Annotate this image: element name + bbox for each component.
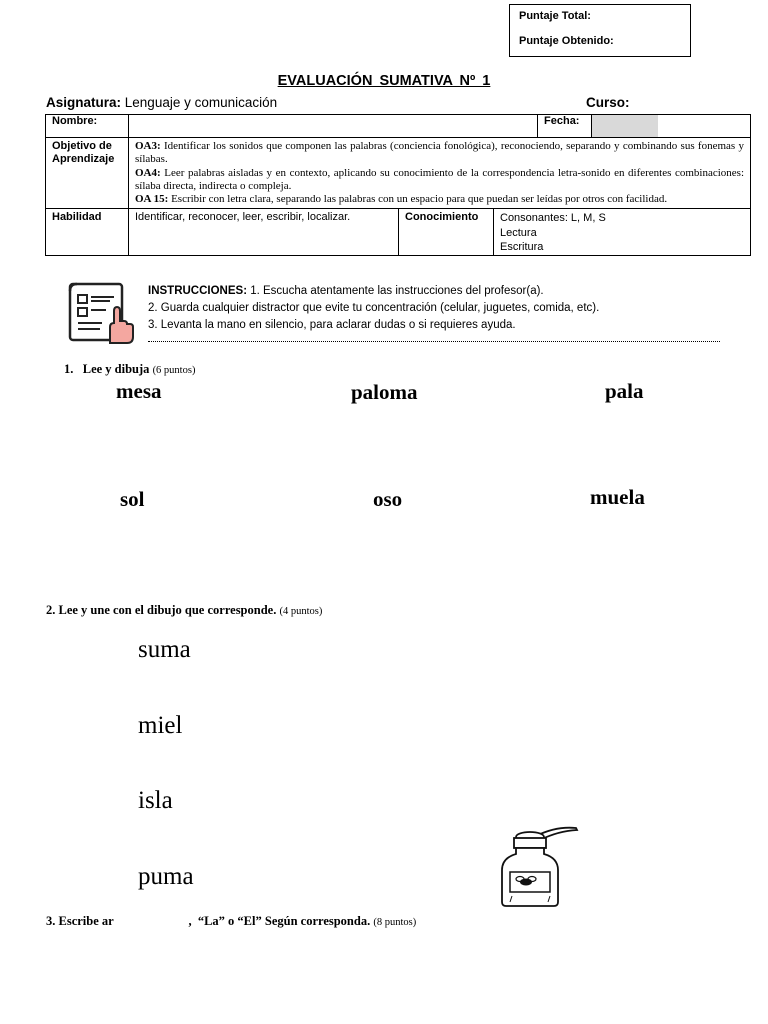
word-isla: isla — [138, 787, 173, 814]
instruction-item: 2. Guarda cualquier distractor que evite tu concentración (celular, juguetes, comida, etc). — [148, 302, 600, 314]
word-pala: pala — [605, 379, 644, 403]
word-paloma: paloma — [351, 380, 418, 404]
subject-value: Lenguaje y comunicación — [124, 95, 278, 110]
question-3-heading: 3. Escribe ar , “La” o “El” Según corresponda. (8 puntos) — [46, 914, 417, 928]
instruction-item: 3. Levanta la mano en silencio, para aclarar dudas o si requieres ayuda. — [148, 319, 516, 331]
dotted-separator — [148, 333, 720, 342]
word-puma: puma — [138, 863, 194, 890]
info-table — [45, 114, 751, 256]
obtained-score-label: Puntaje Obtenido: — [519, 35, 614, 47]
instructions — [148, 283, 723, 334]
word-mesa: mesa — [116, 379, 162, 403]
knowledge-values — [494, 209, 751, 256]
word-sol: sol — [120, 487, 145, 511]
date-field[interactable] — [592, 115, 751, 138]
subject-line — [46, 95, 277, 110]
word-muela: muela — [590, 485, 645, 509]
skill-value: Identificar, reconocer, leer, escribir, localizar. — [129, 209, 399, 256]
question-1-heading: 1. Lee y dibuja (6 puntos) — [64, 362, 196, 376]
word-miel: miel — [138, 712, 183, 739]
question-2-heading: 2. Lee y une con el dibujo que corresponde. (4 puntos) — [46, 603, 323, 617]
skill-label: Habilidad — [46, 209, 129, 256]
knowledge-label: Conocimiento — [399, 209, 494, 256]
score-box — [509, 4, 691, 57]
objective-oa3: OA3: Identificar los sonidos que componen las palabras (conciencia fonológica), reconociendo, separando y combinando sus fonemas y sílabas. — [135, 140, 745, 166]
instructions-label: INSTRUCCIONES: — [148, 285, 248, 297]
document-hand-icon — [66, 281, 138, 345]
knowledge-item: Escritura — [500, 241, 544, 254]
objectives-cell — [129, 138, 751, 209]
knowledge-item: Lectura — [500, 226, 537, 239]
instruction-item: INSTRUCCIONES: 1. Escucha atentamente las instrucciones del profesor(a). — [148, 285, 544, 297]
knowledge-item: Consonantes: L, M, S — [500, 212, 606, 225]
word-oso: oso — [373, 487, 403, 511]
objective-label: Objetivo de Aprendizaje — [46, 138, 129, 209]
course-label: Curso: — [586, 95, 630, 110]
word-suma: suma — [138, 636, 191, 663]
objective-oa4: OA4: Leer palabras aisladas y en contexto, aplicando su conocimiento de la correspondencia letra-sonido en diferentes combinaciones: sílaba directa, indirecta o compleja. — [135, 166, 745, 192]
honey-jar-icon — [496, 822, 582, 908]
date-label: Fecha: — [538, 115, 592, 138]
objective-oa15: OA 15: Escribir con letra clara, separando las palabras con un espacio para que puedan ser leídas por otros con facilidad. — [135, 193, 668, 206]
subject-label: Asignatura: — [46, 95, 122, 110]
name-label: Nombre: — [46, 115, 129, 138]
total-score-label: Puntaje Total: — [519, 10, 591, 22]
name-field[interactable] — [129, 115, 538, 138]
page-title: EVALUACIÓN SUMATIVA Nº 1 — [277, 73, 491, 89]
